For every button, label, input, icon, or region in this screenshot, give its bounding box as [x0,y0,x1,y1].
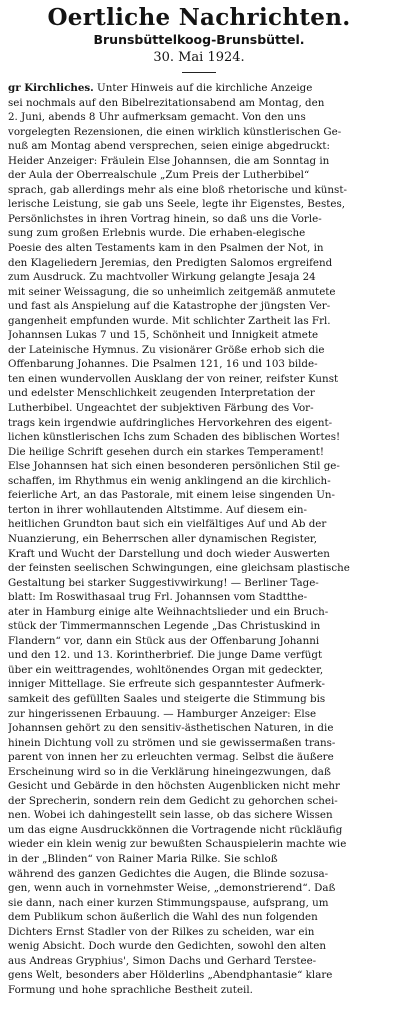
article-line: gens Welt, besonders aber Hölderlins „Abendphantasie“ klare [8,969,333,982]
article-line: in der „Blinden“ von Rainer Maria Rilke. Sie schloß [8,852,278,865]
article-line: gangenheit empfunden wurde. Mit schlichter Zartheit las Frl. [8,314,331,327]
article-line: Offenbarung Johannes. Die Psalmen 121, 16 und 103 bilde- [8,358,318,371]
article-line: samkeit des gefüllten Saales und steigerte die Stimmung bis [8,692,326,705]
article-line: ten einen wundervollen Ausklang der von reiner, reifster Kunst [8,372,339,385]
article-line: Heider Anzeiger: Fräulein Else Johannsen, die am Sonntag in [8,154,330,167]
article-line: Johannsen gehört zu den sensitiv-ästhetischen Naturen, in die [8,722,334,735]
article-line: Formung und hohe sprachliche Bestheit zuteil. [8,983,253,996]
article-line: nen. Wobei ich dahingestellt sein lasse, ob das sichere Wissen [8,809,333,822]
article-line: sung zum großen Erlebnis wurde. Die erhaben-elegische [8,227,306,240]
article-line: Erscheinung wird so in die Verklärung hineingezwungen, daß [8,765,331,778]
article-line: Kraft und Wucht der Darstellung und doch wieder Auswerten [8,547,330,560]
article-line: zum Ausdruck. Zu machtvoller Wirkung gelangte Jesaja 24 [8,271,316,284]
article-line: stück der Timmermannschen Legende „Das Christuskind in [8,620,321,633]
article-line: Nuanzierung, ein Beherrschen aller dynamischen Register, [8,532,317,545]
article-line-text: Unter Hinweis auf die kirchliche Anzeige [93,82,313,94]
article-line: schaffen, im Rhythmus ein wenig anklingend an die kirchlich- [8,474,331,487]
article-line: und den 12. und 13. Korintherbrief. Die junge Dame verfügt [8,649,323,662]
article-line: und edelster Menschlichkeit zeugenden Interpretation der [8,387,315,400]
location-subtitle: Brunsbüttelkoog-Brunsbüttel. [93,32,305,47]
article-line: lichen künstlerischen Ichs zum Schaden des biblischen Wortes! [8,431,341,444]
article-line: wieder ein klein wenig zur bewußten Schauspielerin machte wie [8,838,347,851]
article-line: Poesie des alten Testaments kam in den Psalmen der Not, in [8,242,324,255]
article-kicker: gr Kirchliches. [8,82,94,94]
article-body [8,81,390,997]
article-line: und fast als Anspielung auf die Katastrophe der jüngsten Ver- [8,300,331,313]
article-line: inniger Mittellage. Sie erfreute sich gespanntester Aufmerk- [8,678,325,691]
article-line: aus Andreas Gryphius', Simon Dachs und Gerhard Terstee- [8,954,317,967]
article-line: Die heilige Schrift gesehen durch ein starkes Temperament! [8,445,324,458]
article-line: sei nochmals auf den Bibelrezitationsabend am Montag, den [8,96,325,109]
article-line: sie dann, nach einer kurzen Stimmungspause, aufsprang, um [8,896,329,909]
masthead [8,4,390,73]
article-line [8,81,390,96]
article-line: über ein weittragendes, wohltönendes Organ mit gedeckter, [8,663,324,676]
article-line: dem Publikum schon äußerlich die Wahl des nun folgenden [8,911,318,924]
article-line: während des ganzen Gedichtes die Augen, die Blinde sozusa- [8,867,329,880]
article-line: lerische Leistung, sie gab uns Seele, legte ihr Eigenstes, Bestes, [8,198,346,211]
article-line: feierliche Art, an das Pastorale, mit einem leise singenden Un- [8,489,336,502]
article-line: gen, wenn auch in vornehmster Weise, „demonstrierend“. Daß [8,882,336,895]
article-line: Flandern“ vor, dann ein Stück aus der Offenbarung Johanni [8,634,320,647]
article-line: ater in Hamburg einige alte Weihnachtslieder und ein Bruch- [8,605,329,618]
article-line: Johannsen Lukas 7 und 15, Schönheit und Innigkeit atmete [8,329,319,342]
divider-rule [182,72,216,73]
section-title: Oertliche Nachrichten. [47,4,351,31]
article-line: den Klageliedern Jeremias, den Predigten Salomos ergreifend [8,256,333,269]
article-line: 2. Juni, abends 8 Uhr aufmerksam gemacht. Von den uns [8,111,306,124]
article-line: hinein Dichtung voll zu strömen und sie gewissermaßen trans- [8,736,336,749]
article-line: Gestaltung bei starker Suggestivwirkung! — Berliner Tage- [8,576,319,589]
article-line: Persönlichstes in ihren Vortrag hinein, so daß uns die Vorle- [8,212,322,225]
article-line: der Aula der Oberrealschule „Zum Preis der Lutherbibel“ [8,169,310,182]
article-line: parent von innen her zu erleuchten vermag. Selbst die äußere [8,751,334,764]
article-line: mit seiner Weissagung, die so unheimlich zeitgemäß anmutete [8,285,336,298]
article-line: der feinsten seelischen Schwingungen, eine gleichsam plastische [8,562,350,575]
article-line: heitlichen Grundton baut sich ein vielfältiges Auf und Ab der [8,518,327,531]
article-line: Dichters Ernst Stadler von der Rilkes zu scheiden, war ein [8,925,315,938]
article-line: zur hingerissenen Erbauung. — Hamburger Anzeiger: Else [8,707,317,720]
article-line: vorgelegten Rezensionen, die einen wirklich künstlerischen Ge- [8,125,342,138]
article-line: Lutherbibel. Ungeachtet der subjektiven Färbung des Vor- [8,402,314,415]
article-line: Else Johannsen hat sich einen besonderen persönlichen Stil ge- [8,460,340,473]
article-line: sprach, gab allerdings mehr als eine bloß rhetorische und künst- [8,183,347,196]
article-line: nuß am Montag abend versprechen, seien einige abgedruckt: [8,140,330,153]
article-line: der Lateinische Hymnus. Zu visionärer Größe erhob sich die [8,343,325,356]
article-line: um das eigne Ausdruckkönnen die Vortragende nicht rückläufig [8,823,343,836]
dateline: 30. Mai 1924. [153,50,245,65]
article-line: terton in ihrer wohllautenden Altstimme. Auf diesem ein- [8,503,307,516]
article-line: blatt: Im Roswithasaal trug Frl. Johannsen vom Stadtthe- [8,591,308,604]
article-line: trags kein irgendwie aufdringliches Hervorkehren des eigent- [8,416,333,429]
article-line: der Sprecherin, sondern rein dem Gedicht zu gehorchen schei- [8,794,338,807]
article-line: wenig Absicht. Doch wurde den Gedichten, sowohl den alten [8,940,327,953]
article-line: Gesicht und Gebärde in den höchsten Augenblicken nicht mehr [8,780,340,793]
